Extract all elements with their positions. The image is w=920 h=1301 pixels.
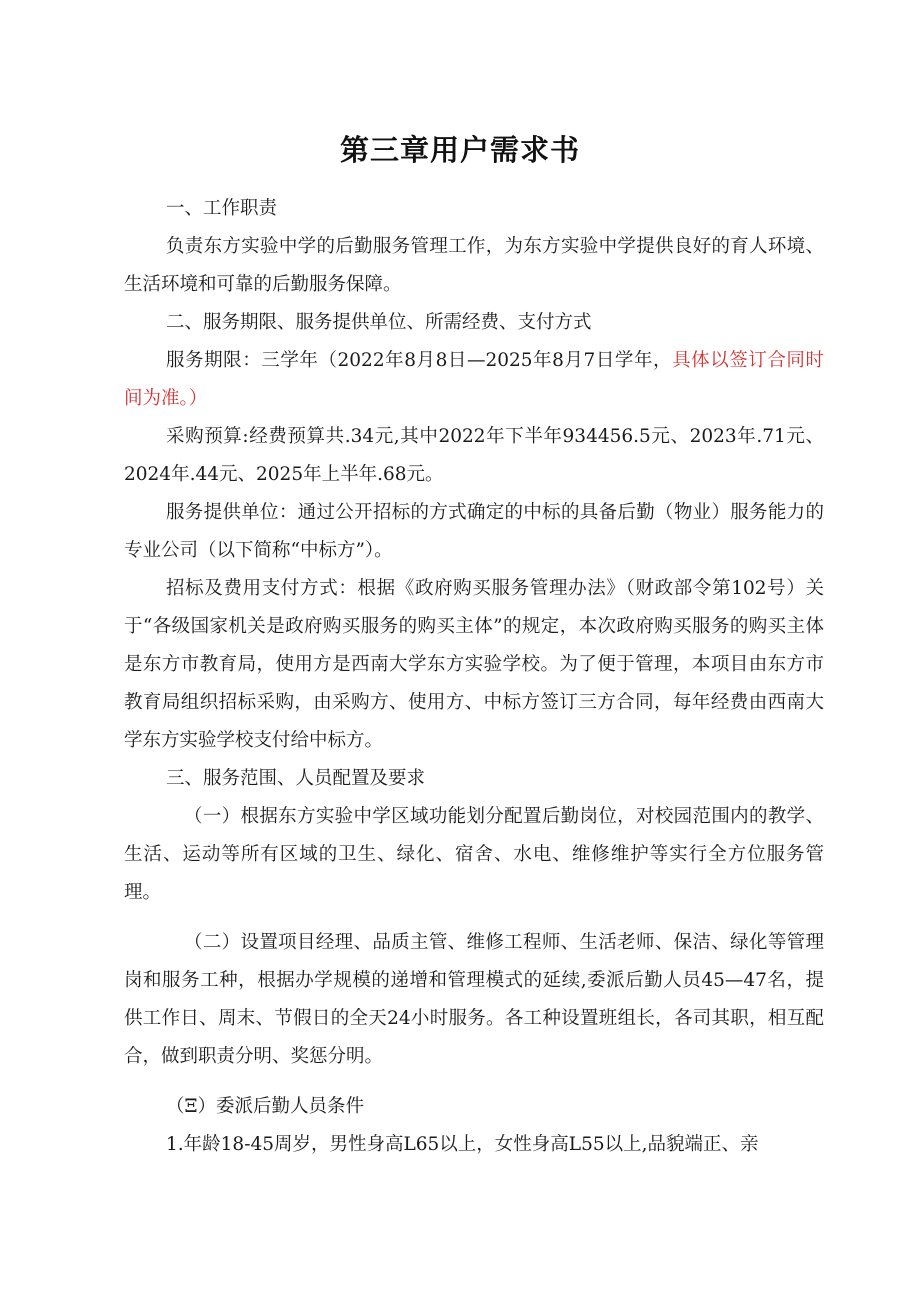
- budget-paragraph: 采购预算:经费预算共.34元,其中2022年下半年934456.5元、2023年.71元、2024年.44元、2025年上半年.68元。: [124, 426, 824, 485]
- section2-heading: 二、服务期限、服务提供单位、所需经费、支付方式: [166, 312, 592, 333]
- document-body: [124, 190, 824, 1164]
- service-term-paragraph: [124, 342, 824, 418]
- section3-item3-heading: （Ξ）委派后勤人员条件: [166, 1096, 365, 1117]
- service-term-note: 具体以签订合同时间为准。）: [124, 350, 824, 409]
- document-title: 第三章用户需求书: [339, 133, 580, 167]
- section3-heading: 三、服务范围、人员配置及要求: [166, 768, 426, 789]
- payment-paragraph: 招标及费用支付方式：根据《政府购买服务管理办法》（财政部令第102号）关于“各级国家机关是政府购买服务的购买主体”的规定，本次政府购买服务的购买主体是东方市教育局，使用方是西南大学东方实验学校。为了便于管理，本项目由东方市教育局组织招标采购，由采购方、使用方、中标方签订三方合同，每年经费由西南大学东方实验学校支付给中标方。: [124, 578, 824, 751]
- paragraph-spacer: [124, 912, 824, 924]
- provider-paragraph: 服务提供单位：通过公开招标的方式确定的中标的具备后勤（物业）服务能力的专业公司（以下简称“中标方”）。: [124, 502, 824, 561]
- section3-item2: （二）设置项目经理、品质主管、维修工程师、生活老师、保洁、绿化等管理岗和服务工种，根据办学规模的递增和管理模式的延续,委派后勤人员45—47名，提供工作日、周末、节假日的全天24小时服务。各工种设置班组长，各司其职，相互配合，做到职责分明、奖惩分明。: [124, 932, 824, 1067]
- section1-paragraph: 负责东方实验中学的后勤服务管理工作，为东方实验中学提供良好的育人环境、生活环境和可靠的后勤服务保障。: [124, 236, 824, 295]
- service-term-text: 服务期限：三学年（2022年8月8日—2025年8月7日学年，: [166, 350, 673, 371]
- section3-item3-point1: 1.年龄18-45周岁，男性身高L65以上，女性身高L55以上,品貌端正、亲: [166, 1134, 759, 1155]
- section3-item1: （一）根据东方实验中学区域功能划分配置后勤岗位，对校园范围内的教学、生活、运动等所有区域的卫生、绿化、宿舍、水电、维修维护等实行全方位服务管理。: [124, 806, 824, 903]
- paragraph-spacer: [124, 1076, 824, 1088]
- section1-heading: 一、工作职责: [166, 198, 278, 219]
